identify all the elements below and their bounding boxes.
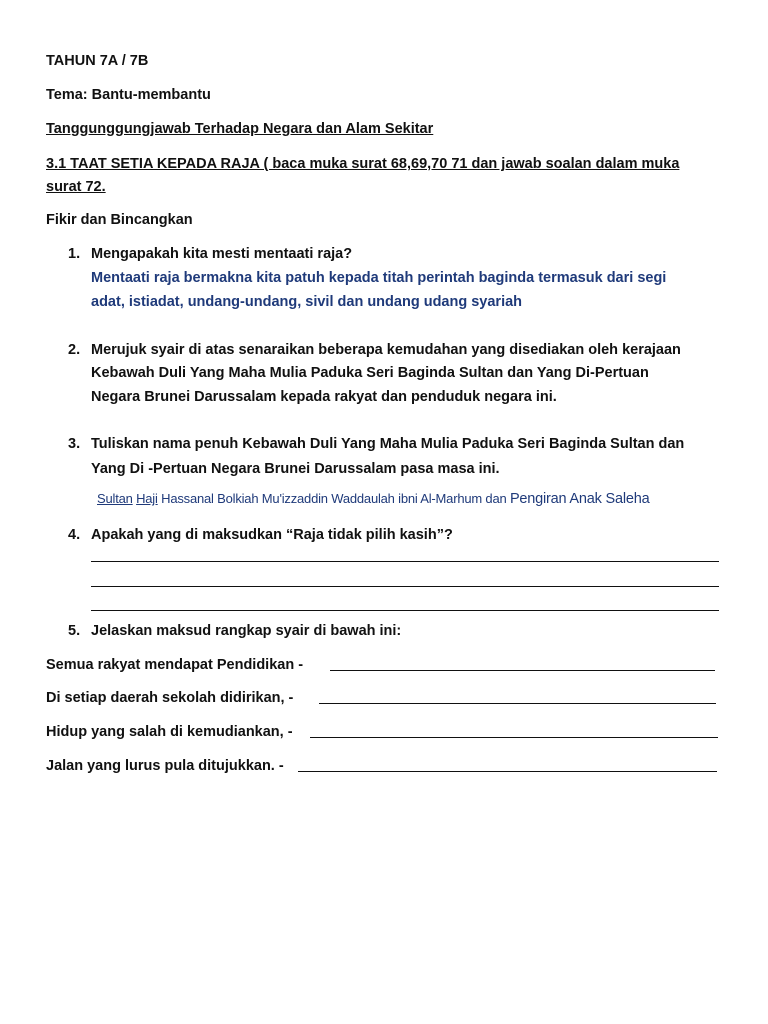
syair-blank-2[interactable] <box>319 703 716 704</box>
question-5-number: 5. <box>68 623 81 639</box>
theme-heading: Tema: Bantu-membantu <box>46 87 211 103</box>
syair-blank-1[interactable] <box>330 670 715 671</box>
question-4-number: 4. <box>68 527 81 543</box>
topic-heading: Tanggunggungjawab Terhadap Negara dan Alam Sekitar <box>46 121 434 137</box>
answer-name-rest: Hassanal Bolkiah Mu'izzaddin Waddaulah ibni Al-Marhum dan <box>161 491 507 506</box>
syair-line-1: Semua rakyat mendapat Pendidikan - <box>46 657 304 673</box>
question-4-text: Apakah yang di maksudkan “Raja tidak pilih kasih”? <box>91 527 453 543</box>
question-1-number: 1. <box>68 246 81 262</box>
question-2-line1: Merujuk syair di atas senaraikan beberapa kemudahan yang disediakan oleh kerajaan <box>91 342 681 358</box>
question-1-answer-line2: adat, istiadat, undang-undang, sivil dan undang udang syariah <box>91 294 523 310</box>
syair-line-2: Di setiap daerah sekolah didirikan, - <box>46 690 294 706</box>
syair-blank-4[interactable] <box>298 771 717 772</box>
question-5-text: Jelaskan maksud rangkap syair di bawah ini: <box>91 623 402 639</box>
syair-blank-3[interactable] <box>310 737 718 738</box>
answer-word-sultan: Sultan <box>97 491 133 506</box>
question-2-line3: Negara Brunei Darussalam kepada rakyat dan penduduk negara ini. <box>91 389 557 405</box>
question-2-number: 2. <box>68 342 81 358</box>
section-title-line2: surat 72. <box>46 179 106 195</box>
section-title-line1: 3.1 TAAT SETIA KEPADA RAJA ( baca muka surat 68,69,70 71 dan jawab soalan dalam muka <box>46 156 680 172</box>
question-3-line2: Yang Di -Pertuan Negara Brunei Darussalam pasa masa ini. <box>91 461 500 477</box>
question-3-answer <box>97 491 649 507</box>
question-3-line1: Tuliskan nama penuh Kebawah Duli Yang Maha Mulia Paduka Seri Baginda Sultan dan <box>91 436 685 452</box>
answer-line-3[interactable] <box>91 610 719 611</box>
question-2-line2: Kebawah Duli Yang Maha Mulia Paduka Seri Baginda Sultan dan Yang Di-Pertuan <box>91 365 649 381</box>
instruction-text: Fikir dan Bincangkan <box>46 212 193 228</box>
syair-line-3: Hidup yang salah di kemudiankan, - <box>46 724 293 740</box>
answer-line-1[interactable] <box>91 561 719 562</box>
question-1-text: Mengapakah kita mesti mentaati raja? <box>91 246 353 262</box>
answer-line-2[interactable] <box>91 586 719 587</box>
class-heading: TAHUN 7A / 7B <box>46 53 149 69</box>
answer-name-tail: Pengiran Anak Saleha <box>509 491 650 507</box>
question-3-number: 3. <box>68 436 81 452</box>
syair-line-4: Jalan yang lurus pula ditujukkan. - <box>46 758 284 774</box>
answer-word-haji: Haji <box>136 491 158 506</box>
question-1-answer-line1: Mentaati raja bermakna kita patuh kepada titah perintah baginda termasuk dari segi <box>91 270 667 286</box>
